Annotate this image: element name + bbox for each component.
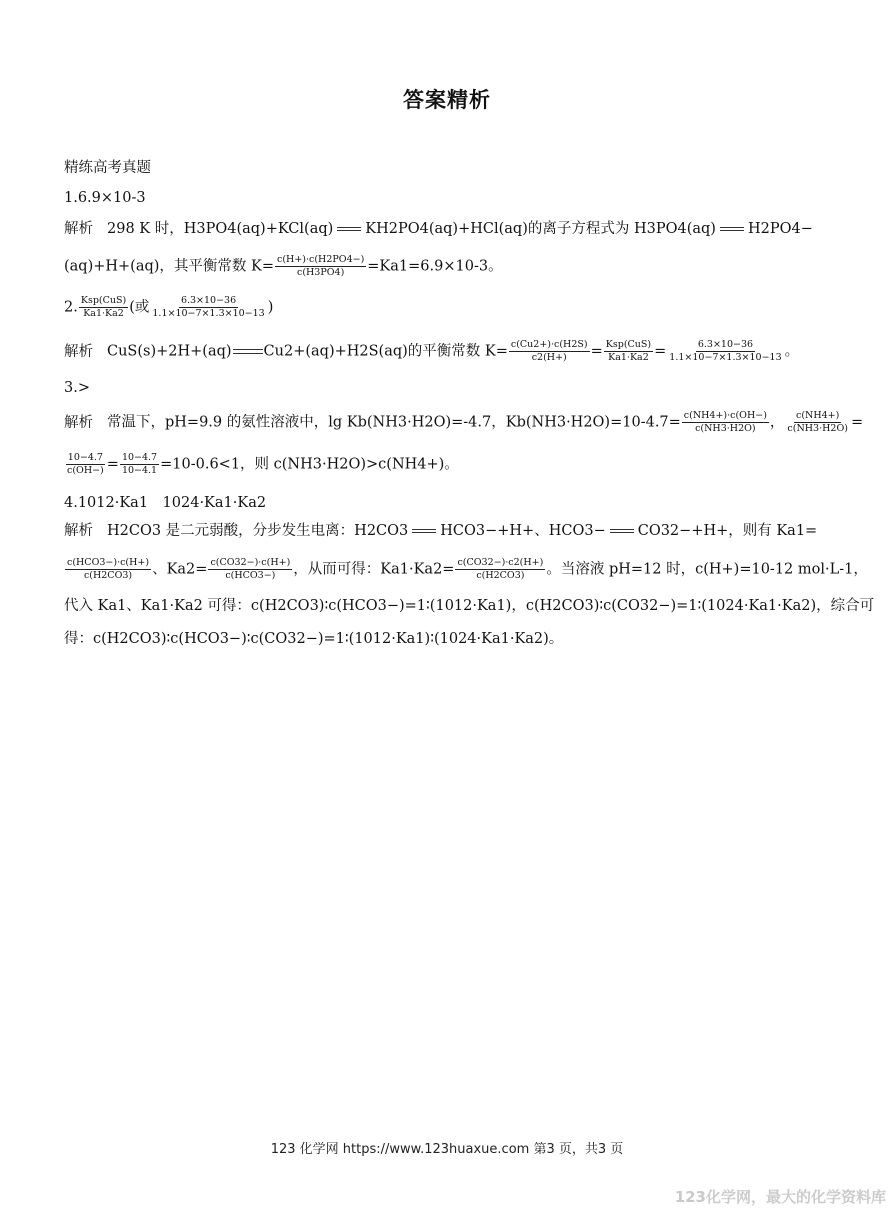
q4-f2-num: c(CO32−)·c(H+) [210, 557, 291, 568]
q3-fraction-4 [120, 452, 159, 477]
q1-text-e: =Ka1=6.9×10-3。 [367, 258, 503, 275]
q2-text-a: CuS(s)+2H+(aq) [107, 343, 232, 360]
q2-explanation: 解析 CuS(s)+2H+(aq) Cu2+(aq)+H2S(aq)的平衡常数 K= $\frac{c(Cu2+)\cdot c(H2S)}{c2(H+)}$ = $\frac{\text{Ksp(CuS)}}{Ka1\cdot Ka2}$ = $\frac{6.3\times 10-36}{1.1\times 10-7\times 1.3\times 10-13}$ 。 [64, 339, 800, 363]
q4-explanation-line4: 得：c(H2CO3)∶c(HCO3−)∶c(CO32−)=1∶(1012·Ka1)∶(1024·Ka1·Ka2)。 [64, 631, 564, 647]
q4-label: 解析 [64, 523, 93, 539]
q4-text-e: ，从而可得：Ka1·Ka2= [293, 561, 455, 578]
q2-fraction-2 [604, 339, 653, 364]
q2-f2-den: Ka1·Ka2 [608, 352, 649, 363]
equilibrium-arrow-icon [608, 527, 636, 535]
q2-ans-den: Ka1·Ka2 [83, 308, 124, 319]
equilibrium-arrow-icon [718, 225, 746, 233]
q1-text-b: KH2PO4(aq)+HCl(aq)的离子方程式为 H3PO4(aq) [365, 221, 716, 237]
q1-frac-den: c(H3PO4) [297, 267, 345, 278]
q2-ans-num2: 6.3×10−36 [180, 295, 237, 306]
q2-answer-fraction [79, 295, 128, 320]
q3-label: 解析 [64, 414, 93, 431]
q2-answer-fraction-2 [150, 295, 266, 320]
q4-explanation-line1 [64, 520, 817, 542]
q3-f4-num: 10−4.7 [121, 452, 158, 463]
q2-end: 。 [784, 343, 800, 360]
q1-text-c: H2PO4− [747, 221, 813, 237]
q3-f2-den: c(NH3·H2O) [787, 423, 848, 434]
q3-explanation-line2: $\frac{10-4.7}{c(OH-)}$ = $\frac{10-4.7}{10-4.1}$ =10-0.6<1，则 c(NH3·H2O)>c(NH4+)。 [67, 452, 459, 476]
q4-explanation-line2 [64, 557, 868, 582]
q3-f1-den: c(NH3·H2O) [695, 423, 756, 434]
q3-f1-num: c(NH4+)·c(OH−) [683, 410, 767, 421]
q3-fraction-1 [682, 410, 769, 435]
section-heading: 精练高考真题 [64, 160, 151, 176]
q3-text-a: 常温下，pH=9.9 的氨性溶液中，lg Kb(NH3·H2O)=-4.7，Kb(NH3·H2O)=10-4.7= [107, 414, 681, 431]
q4-explanation-line3: 代入 Ka1、Ka1·Ka2 可得：c(H2CO3)∶c(HCO3−)=1∶(1012·Ka1)，c(H2CO3)∶c(CO32−)=1∶(1024·Ka1·Ka2)，综合可 [64, 598, 875, 614]
q4-f3-den: c(H2CO3) [476, 570, 525, 581]
q3-f3-num: 10−4.7 [67, 452, 103, 463]
q2-ans-mid: (或 [129, 299, 150, 316]
equilibrium-arrow-icon [410, 527, 438, 535]
q4-f1-den: c(H2CO3) [83, 570, 133, 581]
q4-f3-num: c(CO32−)·c2(H+) [457, 557, 544, 568]
q1-answer: 1.6.9×10-3 [64, 190, 146, 206]
q3-f3-den: c(OH−) [67, 465, 104, 476]
q2-label: 解析 [64, 343, 93, 360]
q2-f3-den: 1.1×10−7×1.3×10−13 [669, 352, 782, 363]
q1-label: 解析 [64, 221, 93, 237]
q2-text-b: Cu2+(aq)+H2S(aq)的平衡常数 K= [263, 343, 508, 360]
q4-fraction-1 [65, 557, 151, 582]
q4-text-f: 。当溶液 pH=12 时，c(H+)=10-12 mol·L-1， [546, 561, 868, 578]
q1-text-d: (aq)+H+(aq)，其平衡常数 K= [64, 258, 275, 275]
q3-text-b: =10-0.6<1，则 c(NH3·H2O)>c(NH4+)。 [160, 456, 459, 473]
q2-fraction-1 [509, 339, 590, 364]
q2-f1-num: c(Cu2+)·c(H2S) [510, 339, 588, 350]
equals-arrow-icon [233, 348, 263, 355]
q4-f1-num: c(HCO3−)·c(H+) [67, 557, 150, 568]
q3-fraction-2 [785, 410, 850, 435]
q1-fraction [275, 254, 366, 279]
q1-frac-num: c(H+)·c(H2PO4−) [277, 254, 365, 265]
watermark: 123化学网，最大的化学资料库 [674, 1188, 886, 1206]
q1-text-a: 298 K 时，H3PO4(aq)+KCl(aq) [107, 221, 334, 237]
q1-explanation-line2 [64, 254, 503, 279]
q2-answer [64, 295, 273, 320]
q3-f4-den: 10−4.1 [121, 465, 158, 476]
equilibrium-arrow-icon [335, 225, 363, 233]
page-footer: 123 化学网 https://www.123huaxue.com 第3 页，共3 页 [270, 1142, 624, 1157]
q3-f2-num: c(NH4+) [796, 410, 840, 421]
q2-answer-prefix: 2. [64, 299, 78, 316]
q3-fraction-3 [65, 452, 106, 477]
q2-ans-num: Ksp(CuS) [80, 295, 127, 306]
q4-fraction-3 [455, 557, 545, 582]
q4-answer: 4.1012·Ka1 1024·Ka1·Ka2 [64, 495, 267, 511]
q4-fraction-2 [208, 557, 292, 582]
q3-answer: 3.> [64, 380, 90, 396]
q2-ans-end: ) [267, 299, 274, 316]
q4-text-a: H2CO3 是二元弱酸，分步发生电离：H2CO3 [107, 523, 409, 539]
q2-ans-den2: 1.1×10−7×1.3×10−13 [152, 308, 265, 319]
q1-explanation-line1 [64, 218, 813, 240]
page-title: 答案精析 [403, 88, 491, 112]
q2-f1-den: c2(H+) [531, 352, 567, 363]
q4-text-c: CO32−+H+，则有 Ka1= [637, 523, 818, 539]
q4-text-d: 、Ka2= [152, 561, 208, 578]
q2-f3-num: 6.3×10−36 [697, 339, 754, 350]
q3-explanation-line1: 解析 常温下，pH=9.9 的氨性溶液中，lg Kb(NH3·H2O)=-4.7，Kb(NH3·H2O)=10-4.7= $\frac{c(NH4+)\cdot c(OH-)}{c(NH3\cdot H2O)}$ ， $\frac{c(NH4+)}{c(NH3\cdot H2O)}$ = [64, 410, 864, 434]
q4-f2-den: c(HCO3−) [225, 570, 276, 581]
q4-text-b: HCO3−+H+、HCO3− [440, 523, 606, 539]
q2-fraction-3 [667, 339, 783, 364]
q2-f2-num: Ksp(CuS) [605, 339, 652, 350]
